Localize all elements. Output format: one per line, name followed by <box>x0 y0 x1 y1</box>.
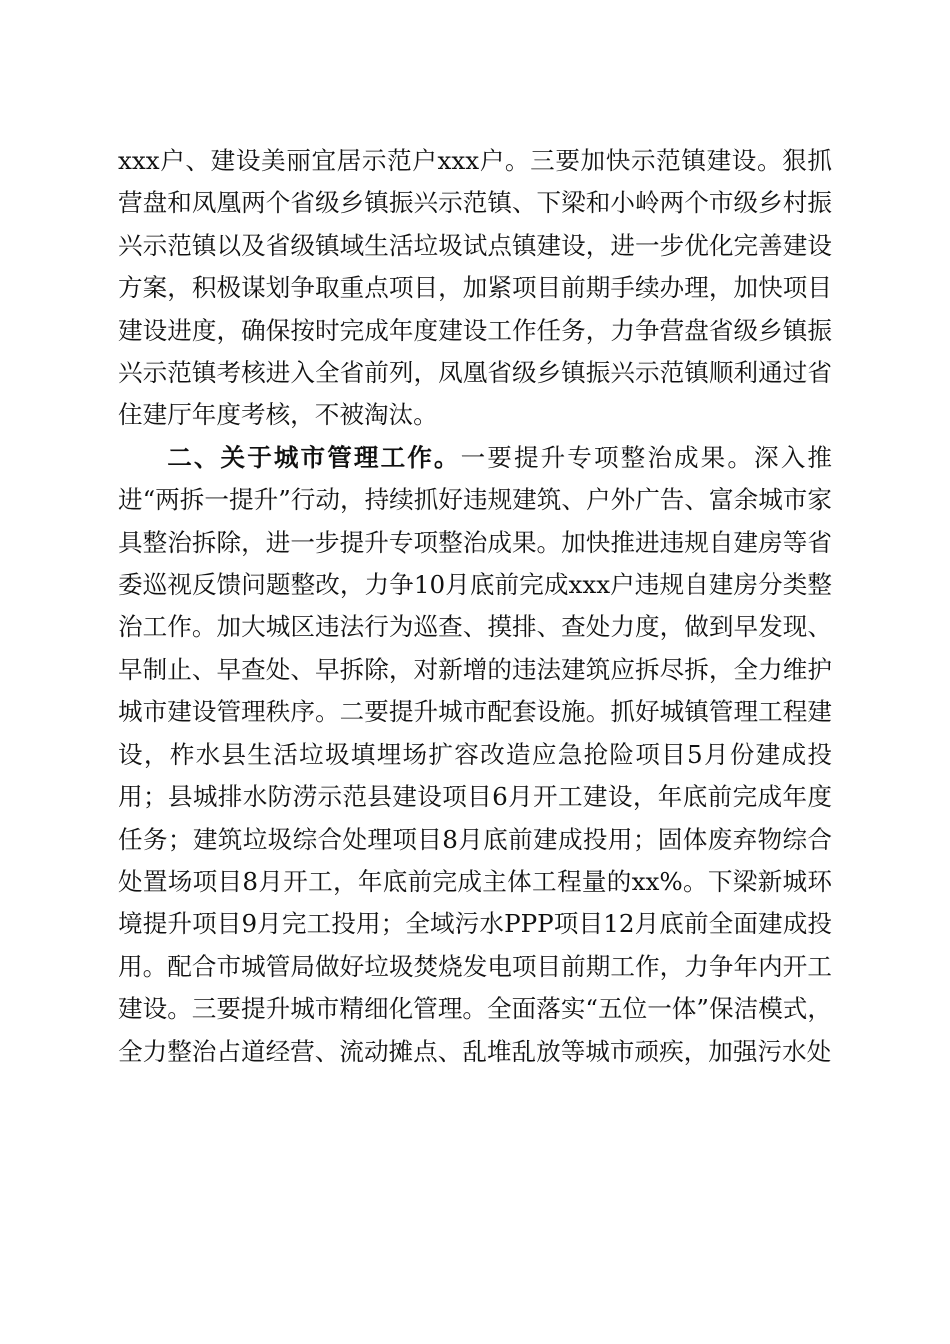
section-heading: 二、关于城市管理工作。 <box>167 442 461 472</box>
paragraph-city-management <box>118 437 832 1073</box>
document-body <box>118 140 832 1073</box>
paragraph-continued: xxx户、建设美丽宜居示范户xxx户。三要加快示范镇建设。狠抓营盘和凤凰两个省级乡镇振兴示范镇、下梁和小岭两个市级乡村振兴示范镇以及省级镇域生活垃圾试点镇建设，进一步优化完善建设方案，积极谋划争取重点项目，加紧项目前期手续办理，加快项目建设进度，确保按时完成年度建设工作任务，力争营盘省级乡镇振兴示范镇考核进入全省前列，凤凰省级乡镇振兴示范镇顺利通过省住建厅年度考核，不被淘汰。 <box>118 146 832 430</box>
section-body: 一要提升专项整治成果。深入推进“两拆一提升”行动，持续抓好违规建筑、户外广告、富余城市家具整治拆除，进一步提升专项整治成果。加快推进违规自建房等省委巡视反馈问题整改，力争10月底前完成xxx户违规自建房分类整治工作。加大城区违法行为巡查、摸排、查处力度，做到早发现、早制止、早查处、早拆除，对新增的违法建筑应拆尽拆，全力维护城市建设管理秩序。二要提升城市配套设施。抓好城镇管理工程建设，柞水县生活垃圾填埋场扩容改造应急抢险项目5月份建成投用；县城排水防涝示范县建设项目6月开工建设，年底前完成年度任务；建筑垃圾综合处理项目8月底前建成投用；固体废弃物综合处置场项目8月开工，年底前完成主体工程量的xx%。下梁新城环境提升项目9月完工投用；全域污水PPP项目12月底前全面建成投用。配合市城管局做好垃圾焚烧发电项目前期工作，力争年内开工建设。三要提升城市精细化管理。全面落实“五位一体”保洁模式，全力整治占道经营、流动摊点、乱堆乱放等城市顽疾，加强污水处 <box>118 442 832 1066</box>
